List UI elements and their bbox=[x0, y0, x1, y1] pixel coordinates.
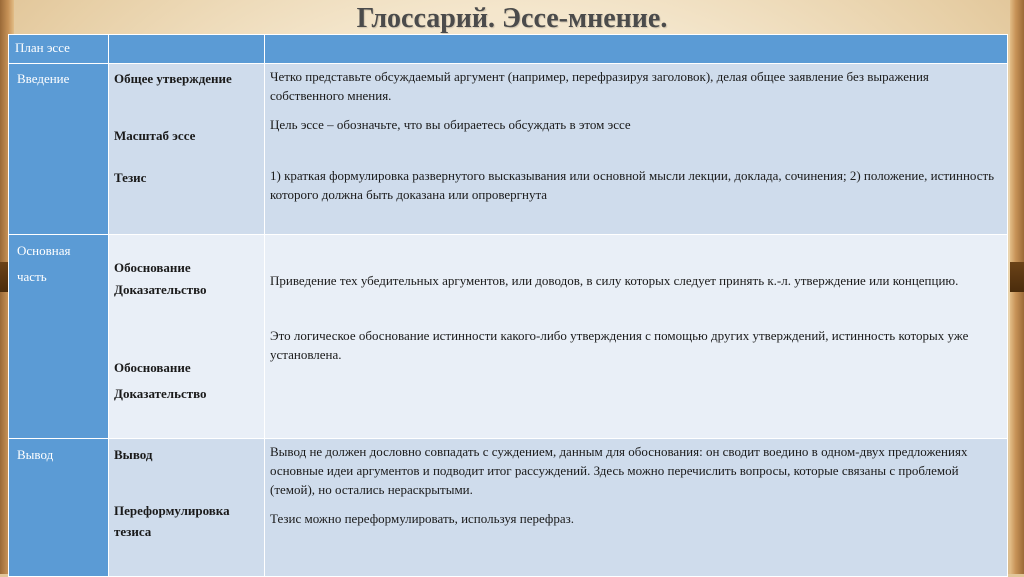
description: Вывод не должен дословно совпадать с суждением, данным для обоснования: он сводит воедино в одном-двух предложениях основные идеи аргументов и подводит итог рассуждений. Здесь можно перечислить вопросы, которые связаны с проблемой (темой), но остались нераскрытыми. bbox=[270, 444, 968, 497]
table-row-intro bbox=[9, 64, 1008, 235]
description: Четко представьте обсуждаемый аргумент (например, перефразируя заголовок), делая общее заявление без выражения собственного мнения. bbox=[270, 69, 929, 103]
term: Переформулировка тезиса bbox=[114, 503, 230, 539]
slide-title: Глоссарий. Эссе-мнение. bbox=[356, 3, 668, 34]
table-row-conclusion bbox=[9, 439, 1008, 577]
header-plan-cell: План эссе bbox=[9, 35, 109, 64]
section-label: Основная часть bbox=[9, 235, 109, 439]
section-label: Введение bbox=[9, 64, 109, 235]
table-header-row bbox=[9, 35, 1008, 64]
term: Доказательство bbox=[114, 282, 207, 297]
term: Обоснование bbox=[114, 260, 191, 275]
header-empty-cell bbox=[109, 35, 265, 64]
table-row-body bbox=[9, 235, 1008, 439]
wood-frame-right bbox=[1010, 0, 1024, 574]
term: Доказательство bbox=[114, 386, 207, 401]
description: Тезис можно переформулировать, используя перефраз. bbox=[270, 511, 575, 526]
terms-cell bbox=[109, 64, 265, 235]
description: Приведение тех убедительных аргументов, или доводов, в силу которых следует принять к.-л. утверждение или концепцию. bbox=[270, 273, 959, 288]
term: Тезис bbox=[114, 170, 147, 185]
section-label: Вывод bbox=[9, 439, 109, 577]
header-empty-cell bbox=[265, 35, 1008, 64]
essay-plan-table bbox=[8, 34, 1008, 577]
term: Обоснование bbox=[114, 360, 191, 375]
terms-cell bbox=[109, 235, 265, 439]
term: Вывод bbox=[114, 447, 153, 462]
description: 1) краткая формулировка развернутого высказывания или основной мысли лекции, доклада, сочинения; 2) положение, истинность которого должна быть доказана или опровергнута bbox=[270, 168, 995, 202]
term: Масштаб эссе bbox=[114, 128, 196, 143]
descriptions-cell bbox=[265, 64, 1008, 235]
terms-cell bbox=[109, 439, 265, 577]
description: Это логическое обоснование истинности какого-либо утверждения с помощью других утверждений, истинность которых уже установлена. bbox=[270, 328, 969, 362]
descriptions-cell bbox=[265, 235, 1008, 439]
term: Общее утверждение bbox=[114, 71, 232, 86]
descriptions-cell bbox=[265, 439, 1008, 577]
description: Цель эссе – обозначьте, что вы обираетесь обсуждать в этом эссе bbox=[270, 117, 631, 132]
